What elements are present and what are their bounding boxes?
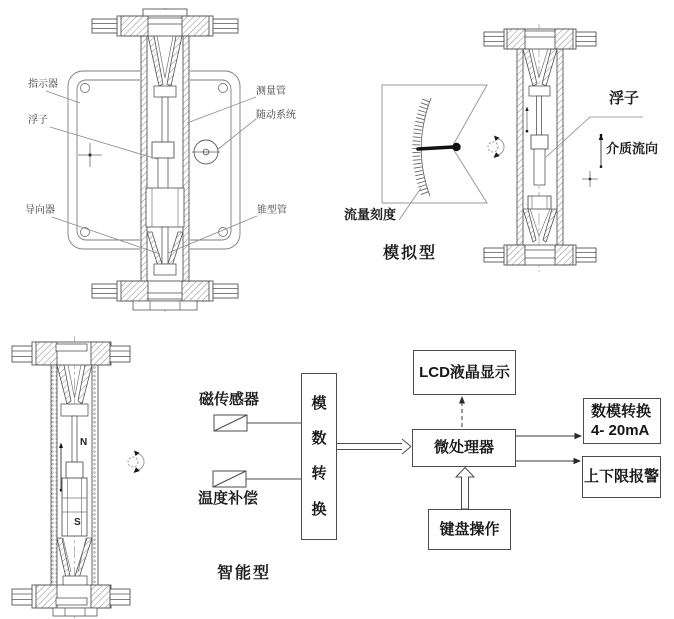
lcd-display-box [413, 350, 516, 395]
callout-float: 浮子 [28, 115, 48, 126]
callout-indicator: 指示器 [28, 79, 58, 90]
internal-flow-arrow [525, 107, 528, 133]
callout-guide: 导向器 [25, 205, 55, 216]
keyboard-label: 键盘操作 [439, 520, 500, 538]
crosshair-icon [582, 171, 598, 187]
label-magnet-n: N [80, 437, 88, 448]
callout-cone-tube: 锥型管 [257, 205, 287, 216]
dac-box [583, 398, 661, 444]
analog-dial-drawing [382, 85, 487, 220]
magnetic-sensor-symbol [214, 415, 247, 431]
smart-rotameter-drawing [12, 336, 130, 618]
alarm-box [582, 456, 661, 498]
adc-char-2: 数 [311, 430, 327, 448]
label-medium-flow: 介质流向 [606, 141, 659, 156]
microprocessor-label: 微处理器 [433, 439, 494, 457]
callout-measuring-tube: 测量管 [256, 86, 286, 97]
keyboard-box [428, 509, 511, 550]
alarm-label: 上下限报警 [583, 468, 659, 486]
rotameter-structure-drawing [46, 8, 257, 312]
follow-system-symbol [192, 140, 220, 164]
temperature-sensor-symbol [213, 471, 246, 487]
rotation-icon [128, 451, 144, 474]
mcu-to-lcd-arrow [459, 396, 465, 427]
label-analog-type: 模拟型 [383, 245, 438, 262]
label-magnet-s: S [74, 517, 81, 528]
adc-to-mcu-arrow [337, 439, 411, 454]
keyboard-to-mcu-arrow [456, 468, 474, 510]
microprocessor-box [412, 429, 516, 467]
adc-char-4: 换 [311, 500, 327, 518]
adc-char-1: 模 [311, 394, 327, 412]
rotation-icon [488, 136, 504, 159]
label-flow-scale: 流量刻度 [344, 207, 397, 222]
mcu-to-alarm-arrow [515, 458, 581, 464]
dac-line1: 数模转换 [591, 402, 652, 420]
mcu-to-dac-arrow [515, 433, 582, 439]
label-temperature-compensation: 温度补偿 [198, 490, 259, 507]
lcd-display-label: LCD液晶显示 [419, 363, 510, 381]
label-magnetic-sensor: 磁传感器 [199, 391, 260, 408]
callout-follow-system: 随动系统 [256, 110, 296, 121]
label-float-analog: 浮子 [609, 90, 640, 107]
flow-direction-arrow [599, 134, 603, 168]
crosshair-icon [78, 143, 102, 167]
dial-needle [418, 147, 453, 149]
label-smart-type: 智能型 [217, 565, 272, 582]
block-diagram-connectors [213, 396, 582, 509]
adc-char-3: 转 [311, 465, 327, 483]
dac-line2: 4- 20mA [591, 422, 650, 439]
adc-box [301, 373, 337, 540]
